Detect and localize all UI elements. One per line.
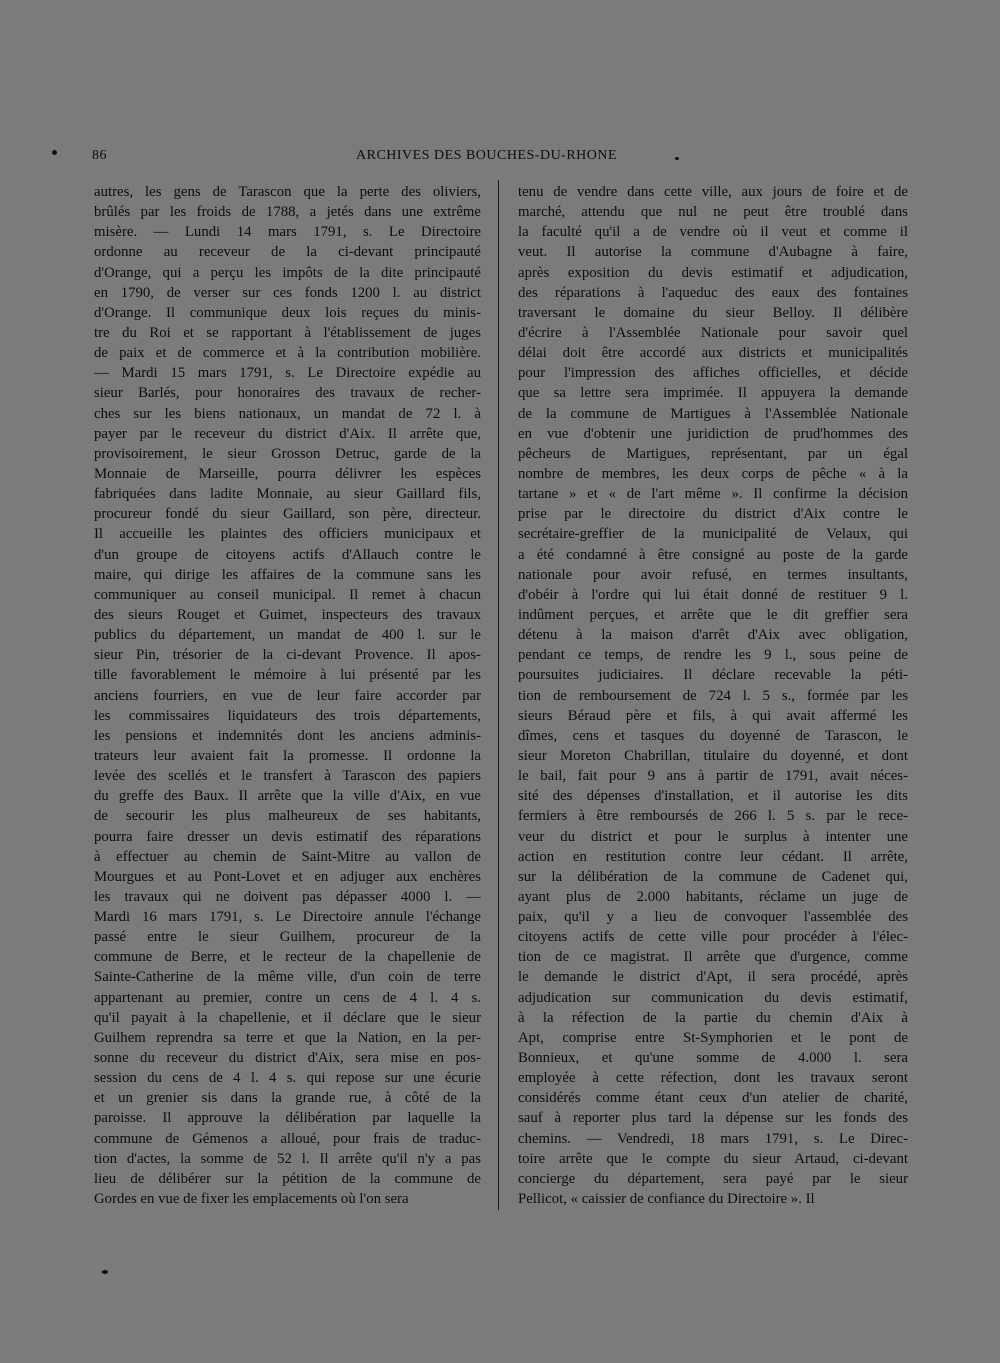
text-line: tre du Roi et se rapportant à l'établissement de juges xyxy=(94,324,481,341)
text-line: des réparations à l'aqueduc des eaux des fontaines xyxy=(518,284,908,301)
text-line: le bail, fait pour 9 ans à partir de 1791, avait néces- xyxy=(518,768,908,785)
text-line: en 1790, de verser sur ces fonds 1200 l. au district xyxy=(94,284,481,301)
text-line: sieurs Béraud père et fils, à qui avait affermé les xyxy=(518,707,908,724)
text-line: session du cens de 4 l. 4 s. qui repose sur une écurie xyxy=(94,1070,481,1087)
text-line: après exposition du devis estimatif et adjudication, xyxy=(518,264,908,281)
text-line: du greffe des Baux. Il arrête que la ville d'Aix, en vue xyxy=(94,788,481,805)
text-line: lieu de délibérer sur la pétition de la commune de xyxy=(94,1170,481,1187)
text-line: Gordes en vue de fixer les emplacements où l'on sera xyxy=(94,1191,409,1208)
text-line: que sa lettre sera imprimée. Il appuyera la demande xyxy=(518,385,908,402)
text-line: passé entre le sieur Guilhem, procureur de la xyxy=(94,929,481,946)
text-line: traversant le domaine du sieur Belloy. Il délibère xyxy=(518,304,908,321)
text-line: d'un groupe de citoyens actifs d'Allauch contre le xyxy=(94,546,481,563)
text-line: autres, les gens de Tarascon que la perte des oliviers, xyxy=(94,184,481,200)
text-line: payer par le receveur du district d'Aix. Il arrête que, xyxy=(94,425,481,442)
text-line: à effectuer au chemin de Saint-Mitre au vallon de xyxy=(94,848,481,865)
text-line: à la réfection de la partie du chemin d'Aix à xyxy=(518,1009,908,1026)
text-line: publics du département, un mandat de 400 l. sur le xyxy=(94,627,481,644)
text-line: a été condamné à être consigné au poste de la garde xyxy=(518,546,908,563)
text-line: poursuites judiciaires. Il déclare recevable la péti- xyxy=(518,667,908,684)
text-line: ches sur les biens nationaux, un mandat de 72 l. à xyxy=(94,405,481,422)
text-line: d'Orange, qui a perçu les impôts de la dite principauté xyxy=(94,264,481,281)
text-line: procureur fondé du sieur Gaillard, son père, directeur. xyxy=(94,506,481,523)
text-line: sieur Moreton Chabrillan, titulaire du doyenné, et dont xyxy=(518,747,908,764)
scan-speck xyxy=(102,1270,108,1274)
text-line: pendant ce temps, de rendre les 9 l., sous peine de xyxy=(518,647,908,664)
text-line: provisoirement, le sieur Grosson Detruc, garde de la xyxy=(94,445,481,462)
text-line: marché, attendu que nul ne peut être troublé dans xyxy=(518,204,908,221)
text-line: concierge du département, sera payé par le sieur xyxy=(518,1170,908,1187)
page-number: 86 xyxy=(92,148,107,163)
text-line: employée à cette réfection, dont les travaux seront xyxy=(518,1070,908,1087)
text-line: dîmes, cens et tasques du doyenné de Tarascon, le xyxy=(518,727,908,744)
text-line: communiquer au conseil municipal. Il remet à chacun xyxy=(94,586,481,603)
text-line: d'Orange. Il communique deux lois reçues du minis- xyxy=(94,304,481,321)
text-line: tion d'actes, la somme de 52 l. Il arrête qu'il n'y a pas xyxy=(94,1150,481,1167)
text-line: de paix et de commerce et à la contribution mobilière. xyxy=(94,345,481,362)
text-line: indûment perçues, et arrête que le dit greffier sera xyxy=(518,606,908,623)
text-line: brûlés par les froids de 1788, a jetés dans une extrême xyxy=(94,204,481,221)
text-line: paix, qu'il y a lieu de convoquer l'assemblée des xyxy=(518,909,908,926)
scan-speck xyxy=(675,157,679,160)
text-line: nationale pour avoir refusé, en termes insultants, xyxy=(518,566,908,583)
text-line: Monnaie de Marseille, pourra délivrer les espèces xyxy=(94,465,481,482)
text-line: de la commune de Martigues à l'Assemblée Nationale xyxy=(518,405,908,422)
text-line: action en restitution contre leur cédant. Il arrête, xyxy=(518,848,908,865)
text-line: commune de Gémenos a alloué, pour frais de traduc- xyxy=(94,1130,481,1147)
text-line: sieur Pin, trésorier de la ci-devant Provence. Il apos- xyxy=(94,647,481,664)
text-line: d'écrire à l'Assemblée Nationale pour savoir quel xyxy=(518,324,908,341)
text-line: commune de Berre, et le recteur de la chapellenie de xyxy=(94,949,481,966)
text-line: pourra faire dresser un devis estimatif des réparations xyxy=(94,828,481,845)
text-line: fabriquées dans ladite Monnaie, au sieur Gaillard fils, xyxy=(94,486,481,503)
text-line: ordonne au receveur de la ci-devant principauté xyxy=(94,244,481,261)
text-line: secrétaire-greffier de la municipalité de Velaux, qui xyxy=(518,526,908,543)
text-line: Pellicot, « caissier de confiance du Directoire ». Il xyxy=(518,1191,815,1208)
text-line: paroisse. Il approuve la délibération par laquelle la xyxy=(94,1110,481,1127)
text-line: Guilhem reprendra sa terre et que la Nation, en la per- xyxy=(94,1029,481,1046)
text-line: Apt, comprise entre St-Symphorien et le pont de xyxy=(518,1029,908,1046)
text-line: levée des scellés et le transfert à Tarascon des papiers xyxy=(94,768,481,785)
text-line: anciens fourriers, en vue de leur faire accorder par xyxy=(94,687,481,704)
text-line: prise par le directoire du district d'Aix contre le xyxy=(518,506,908,523)
text-line: sur la délibération de la commune de Cadenet qui, xyxy=(518,868,908,885)
text-line: Mourgues et au Pont-Lovet et en adjuger aux enchères xyxy=(94,868,481,885)
text-line: Mardi 16 mars 1791, s. Le Directoire annule l'échange xyxy=(94,909,481,926)
text-line: qu'il payait à la chapellenie, et il déclare que le sieur xyxy=(94,1009,481,1026)
text-line: tenu de vendre dans cette ville, aux jours de foire et de xyxy=(518,184,908,200)
text-line: ayant plus de 2.000 habitants, réclame un juge de xyxy=(518,888,908,905)
text-line: les pensions et indemnités dont les anciens adminis- xyxy=(94,727,481,744)
text-line: maire, qui dirige les affaires de la commune sans les xyxy=(94,566,481,583)
text-line: considérés comme étant ceux d'un atelier de charité, xyxy=(518,1090,908,1107)
text-line: sieur Barlés, pour honoraires des travaux de recher- xyxy=(94,385,481,402)
text-line: détenu à la maison d'arrêt d'Aix avec obligation, xyxy=(518,627,908,644)
text-line: appartenant au premier, contre un cens de 4 l. 4 s. xyxy=(94,989,481,1006)
right-text-column xyxy=(518,182,908,1209)
text-line: le demande le district d'Apt, il sera procédé, après xyxy=(518,969,908,986)
text-line: misère. — Lundi 14 mars 1791, s. Le Directoire xyxy=(94,224,481,241)
text-line: sité des dépenses d'installation, et il autorise les dits xyxy=(518,788,908,805)
text-line: chemins. — Vendredi, 18 mars 1791, s. Le Direc- xyxy=(518,1130,908,1147)
text-line: — Mardi 15 mars 1791, s. Le Directoire expédie au xyxy=(94,365,481,382)
text-line: en vue d'obtenir une juridiction de prud'hommes des xyxy=(518,425,908,442)
text-line: des sieurs Rouget et Guimet, inspecteurs des travaux xyxy=(94,606,481,623)
text-line: de secourir les plus malheureux de ses habitants, xyxy=(94,808,481,825)
text-line: toire arrête que le compte du sieur Artaud, ci-devant xyxy=(518,1150,908,1167)
running-title: ARCHIVES DES BOUCHES-DU-RHONE xyxy=(356,148,618,163)
text-line: adjudication sur communication du devis estimatif, xyxy=(518,989,908,1006)
text-line: veur du district et pour le surplus à intenter une xyxy=(518,828,908,845)
text-line: veut. Il autorise la commune d'Aubagne à faire, xyxy=(518,244,908,261)
text-line: sonne du receveur du district d'Aix, sera mise en pos- xyxy=(94,1050,481,1067)
text-line: Il accueille les plaintes des officiers municipaux et xyxy=(94,526,481,543)
page-header xyxy=(92,148,908,172)
text-line: sauf à reporter plus tard la dépense sur les fonds des xyxy=(518,1110,908,1127)
text-line: tartane » et « de l'art même ». Il confirme la décision xyxy=(518,486,908,503)
text-line: Sainte-Catherine de la même ville, d'un coin de terre xyxy=(94,969,481,986)
text-line: trateurs leur avaient fait la promesse. Il ordonne la xyxy=(94,747,481,764)
text-line: fermiers à être remboursés de 266 l. 5 s. par le rece- xyxy=(518,808,908,825)
text-line: et un grenier sis dans la grande rue, à côté de la xyxy=(94,1090,481,1107)
column-divider xyxy=(498,180,499,1210)
text-line: nombre de membres, les deux corps de pêche « à la xyxy=(518,465,908,482)
text-line: la faculté qu'il a de vendre où il veut et comme il xyxy=(518,224,908,241)
text-line: délai doit être accordé aux districts et municipalités xyxy=(518,345,908,362)
text-line: tion de ce magistrat. Il arrête que d'urgence, comme xyxy=(518,949,908,966)
text-line: tille favorablement le mémoire à lui présenté par les xyxy=(94,667,481,684)
scan-speck xyxy=(52,150,57,155)
text-line: Bonnieux, et qu'une somme de 4.000 l. sera xyxy=(518,1050,908,1067)
text-line: les travaux qui ne doivent pas dépasser 4000 l. — xyxy=(94,888,481,905)
text-line: les commissaires liquidateurs des trois départements, xyxy=(94,707,481,724)
text-line: pêcheurs de Martigues, représentant, par un égal xyxy=(518,445,908,462)
text-line: pour l'impression des affiches officielles, et décide xyxy=(518,365,908,382)
text-line: citoyens actifs de cette ville pour procéder à l'élec- xyxy=(518,929,908,946)
text-line: tion de remboursement de 724 l. 5 s., formée par les xyxy=(518,687,908,704)
text-line: d'obéir à l'ordre qui lui était donné de restituer 9 l. xyxy=(518,586,908,603)
left-text-column xyxy=(94,182,481,1209)
